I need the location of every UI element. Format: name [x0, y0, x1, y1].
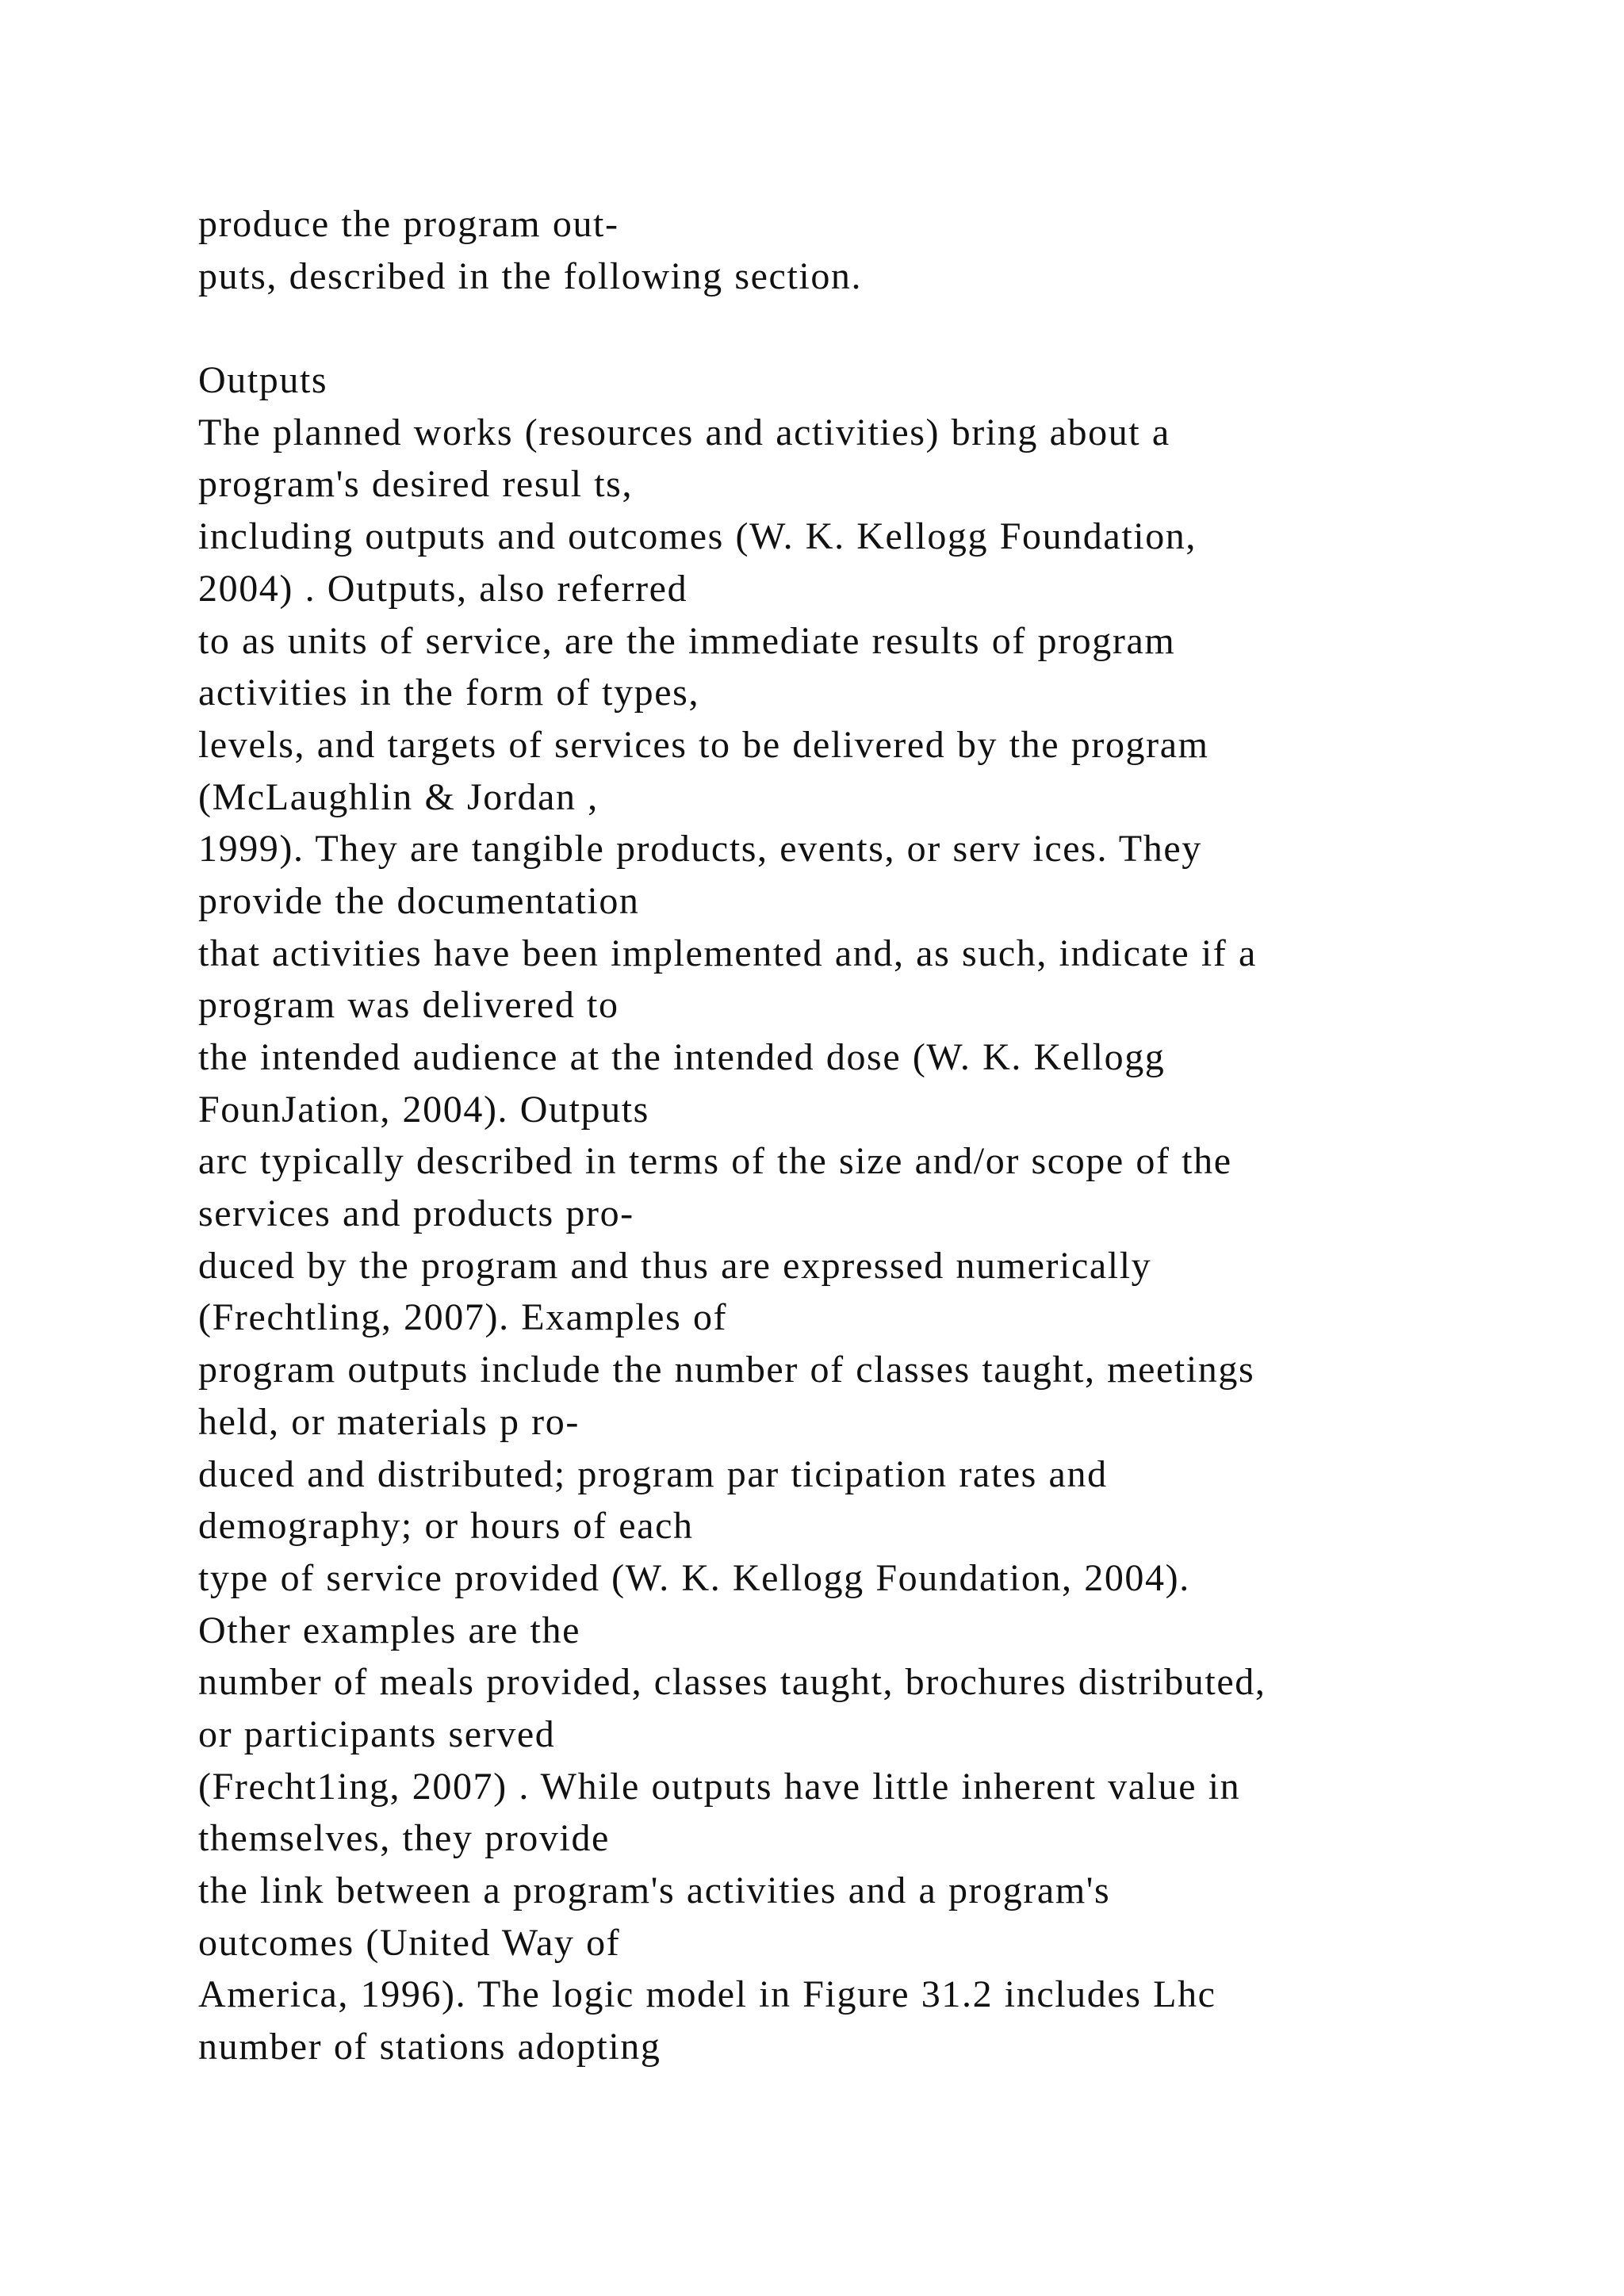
text-line: 2004) . Outputs, also referred [198, 567, 688, 610]
text-line: duced and distributed; program par ticipation rates and [198, 1452, 1108, 1495]
text-line: including outputs and outcomes (W. K. Kellogg Foundation, [198, 515, 1197, 558]
section-heading: Outputs [198, 359, 328, 402]
text-line: America, 1996). The logic model in Figure 31.2 includes Lhc [198, 1973, 1216, 2016]
text-line: program outputs include the number of classes taught, meetings [198, 1349, 1255, 1391]
text-line: to as units of service, are the immediate results of program [198, 619, 1176, 662]
text-line: that activities have been implemented and, as such, indicate if a [198, 932, 1257, 974]
text-line: outcomes (United Way of [198, 1921, 621, 1964]
text-line: the intended audience at the intended dose (W. K. Kellogg [198, 1036, 1166, 1078]
text-line: provide the documentation [198, 879, 640, 922]
text-line: 1999). They are tangible products, events, or serv ices. They [198, 828, 1202, 871]
text-line: demography; or hours of each [198, 1505, 694, 1548]
text-line: program's desired resul ts, [198, 463, 634, 506]
text-line: puts, described in the following section. [198, 254, 863, 297]
text-line: number of meals provided, classes taught, brochures distributed, [198, 1661, 1266, 1704]
text-line: services and products pro- [198, 1192, 634, 1235]
paragraph-break [198, 302, 1507, 354]
text-line: or participants served [198, 1712, 556, 1755]
text-line: type of service provided (W. K. Kellogg Foundation, 2004). [198, 1556, 1190, 1599]
text-line: program was delivered to [198, 984, 619, 1027]
text-line: number of stations adopting [198, 2026, 661, 2068]
text-line: the link between a program's activities and a program's [198, 1869, 1111, 1911]
text-line: themselves, they provide [198, 1817, 610, 1860]
text-line: Other examples are the [198, 1609, 580, 1651]
text-line: FounJation, 2004). Outputs [198, 1088, 649, 1131]
text-line: levels, and targets of services to be delivered by the program [198, 723, 1209, 766]
text-line: duced by the program and thus are expressed numerically [198, 1244, 1152, 1287]
text-line: activities in the form of types, [198, 672, 700, 714]
text-line: (Frechtling, 2007). Examples of [198, 1296, 728, 1339]
text-line: arc typically described in terms of the size and/or scope of the [198, 1140, 1232, 1183]
body-text [198, 198, 1507, 2073]
text-line: (McLaughlin & Jordan , [198, 775, 599, 818]
text-line: produce the program out- [198, 203, 619, 245]
text-line: (Frecht1ing, 2007) . While outputs have little inherent value in [198, 1765, 1241, 1808]
text-line: held, or materials p ro- [198, 1400, 580, 1443]
text-line: The planned works (resources and activities) bring about a [198, 411, 1170, 453]
